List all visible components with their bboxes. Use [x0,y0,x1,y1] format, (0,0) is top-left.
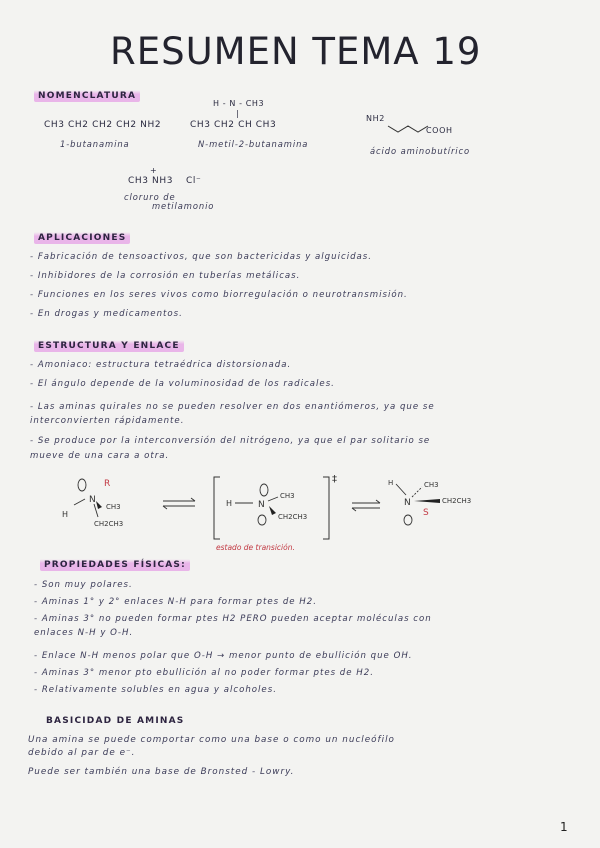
list-item: - Inhibidores de la corrosión en tuberías metálicas. [30,271,301,281]
right-ch2ch3: CH2CH3 [442,497,472,505]
equilibrium-arrow-2-icon [352,500,380,511]
name-nmetil: N-metil-2-butanamina [198,139,309,149]
left-ch2ch3: CH2CH3 [94,520,124,528]
right-ch3: CH3 [424,481,439,489]
name-butanamina: 1-butanamina [60,139,130,149]
left-ch3: CH3 [106,503,121,511]
name-metilamonio-2: metilamonio [152,201,215,211]
transition-state-label: estado de transición. [216,543,295,552]
page-number: 1 [560,820,568,834]
formula-cooh: COOH [426,126,453,135]
list-item: enlaces N-H y O-H. [34,628,134,638]
section-heading-estructura: ESTRUCTURA Y ENLACE [34,340,184,352]
formula-chloride: Cl⁻ [186,176,202,186]
ts-ch3: CH3 [280,492,295,500]
formula-bond: | [236,109,240,118]
list-item: - Amoniaco: estructura tetraédrica distorsionada. [30,360,292,370]
formula-nmetil-top: H - N - CH3 [213,99,265,108]
list-item: - Se produce por la interconversión del nitrógeno, ya que el par solitario se [30,436,431,446]
list-item: - En drogas y medicamentos. [30,309,183,319]
list-item: - Aminas 1° y 2° enlaces N-H para formar ptes de H2. [34,597,317,607]
paragraph-line: debido al par de e⁻. [28,748,136,758]
section-heading-basicidad: BASICIDAD DE AMINAS [46,716,185,726]
formula-metilamonio: CH3 NH3 [128,176,174,186]
formula-butanamina: CH3 CH2 CH2 CH2 NH2 [44,120,162,130]
formula-nh2: NH2 [366,114,385,123]
molecule-r [62,479,123,528]
left-h: H [62,510,69,519]
list-item: - Funciones en los seres vivos como biorregulación o neurotransmisión. [30,290,408,300]
right-n: N [404,498,411,508]
list-item: interconvierten rápidamente. [30,416,185,426]
name-metilamonio-1: cloruro de [124,192,176,202]
right-s-label: S [423,508,429,518]
page-title: RESUMEN TEMA 19 [110,30,482,73]
list-item: - Aminas 3° menor pto ebullición al no poder formar ptes de H2. [34,668,374,678]
section-heading-nomenclatura: NOMENCLATURA [34,90,140,102]
ts-n: N [258,500,265,510]
left-r-label: R [104,479,111,489]
list-item: - Relativamente solubles en agua y alcoholes. [34,685,277,695]
list-item: mueve de una cara a otra. [30,451,170,461]
dagger-symbol: ‡ [332,474,337,485]
ts-h: H [226,499,233,508]
name-aminobutirico: ácido aminobutírico [370,146,471,156]
equilibrium-arrow-1-icon [163,498,195,509]
ts-ch2ch3: CH2CH3 [278,513,308,521]
left-n: N [89,495,96,505]
transition-state-brackets [214,474,337,539]
molecule-s [388,479,471,525]
list-item: - El ángulo depende de la voluminosidad de los radicales. [30,379,335,389]
list-item: - Fabricación de tensoactivos, que son bactericidas y alguicidas. [30,252,373,262]
list-item: - Enlace N-H menos polar que O-H → menor punto de ebullición que OH. [34,651,413,661]
molecule-transition-state [226,484,307,525]
nitrogen-inversion-scheme [40,465,560,555]
formula-nmetil: CH3 CH2 CH CH3 [190,120,277,130]
right-h: H [388,479,394,487]
formula-plus: + [150,166,158,175]
list-item: - Son muy polares. [34,580,133,590]
section-heading-aplicaciones: APLICACIONES [34,232,130,244]
paragraph-line: Una amina se puede comportar como una base o como un nucleófilo [28,735,395,745]
paragraph-line: Puede ser también una base de Bronsted - Lowry. [28,767,295,777]
list-item: - Aminas 3° no pueden formar ptes H2 PERO pueden aceptar moléculas con [34,614,432,624]
section-heading-propiedades: PROPIEDADES FÍSICAS: [40,559,190,571]
list-item: - Las aminas quirales no se pueden resolver en dos enantiómeros, ya que se [30,402,435,412]
